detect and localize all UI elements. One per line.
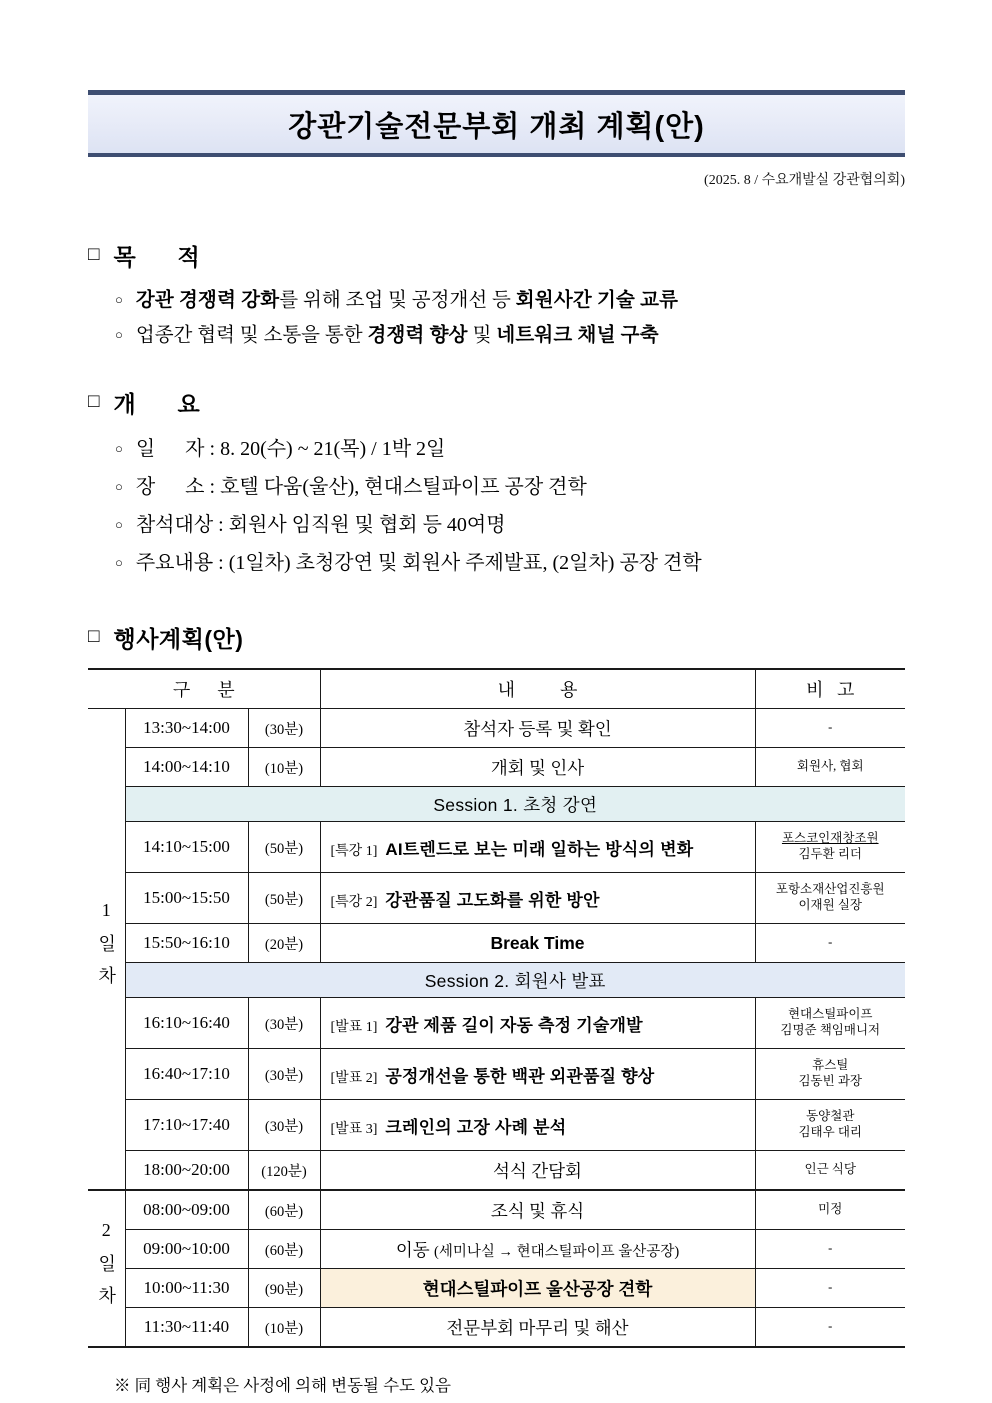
- content-cell: 개회 및 인사: [320, 748, 755, 787]
- speaker-name: 김명준 책임매니저: [780, 1023, 881, 1037]
- label-separator: :: [204, 476, 221, 498]
- time-cell: 10:00~11:30: [125, 1269, 248, 1308]
- duration-cell: (90분): [248, 1269, 320, 1308]
- section-heading-overview: [88, 386, 905, 419]
- time-cell: 09:00~10:00: [125, 1230, 248, 1269]
- overview-value: 8. 20(수) ~ 21(목) / 1박 2일: [220, 438, 446, 460]
- talk-prefix: [발표 2]: [330, 1070, 378, 1086]
- table-row: [88, 998, 905, 1049]
- talk-prefix: [특강 1]: [330, 843, 378, 859]
- time-cell: 15:50~16:10: [125, 924, 248, 963]
- duration-cell: (50분): [248, 873, 320, 924]
- duration-cell: (30분): [248, 998, 320, 1049]
- header-group: 구 분: [88, 669, 320, 709]
- square-bullet-icon: □: [88, 390, 100, 412]
- table-row: [88, 1230, 905, 1269]
- content-cell: [320, 998, 755, 1049]
- speaker-name: 이재원 실장: [798, 898, 862, 912]
- speaker-org: 포스코인재창조원: [781, 831, 879, 846]
- speaker-org: 포항소재산업진흥원: [775, 882, 885, 897]
- overview-label: 주요내용: [135, 552, 214, 574]
- note-cell: [755, 1100, 905, 1151]
- overview-item-contents: [88, 545, 905, 583]
- speaker-name: 김두환 리더: [798, 847, 862, 861]
- talk-title: 강관품질 고도화를 위한 방안: [385, 890, 600, 910]
- note-cell: [755, 822, 905, 873]
- duration-cell: (60분): [248, 1230, 320, 1269]
- note-cell: -: [755, 709, 905, 748]
- note-cell: 미정: [755, 1190, 905, 1230]
- day2-cell: 2일차: [88, 1190, 125, 1347]
- note-cell: [755, 873, 905, 924]
- section-heading-schedule: [88, 621, 905, 654]
- table-row: [88, 748, 905, 787]
- time-cell: 14:10~15:00: [125, 822, 248, 873]
- table-row: [88, 924, 905, 963]
- table-row: [88, 1308, 905, 1348]
- circle-bullet-icon: ○: [115, 327, 123, 342]
- section-title-schedule: 행사계획(안): [113, 626, 244, 652]
- overview-item-date: [88, 431, 905, 469]
- note-cell: -: [755, 924, 905, 963]
- section-title-purpose: 목 적: [113, 244, 201, 270]
- speaker-org: 현대스틸파이프: [787, 1007, 873, 1022]
- circle-bullet-icon: ○: [115, 555, 123, 570]
- label-separator: :: [213, 514, 229, 536]
- note-cell: [755, 1049, 905, 1100]
- overview-item-attendees: [88, 507, 905, 545]
- table-header-row: [88, 669, 905, 709]
- duration-cell: (120분): [248, 1151, 320, 1191]
- talk-title: 크레인의 고장 사례 분석: [385, 1117, 567, 1137]
- schedule-table: [88, 668, 905, 1348]
- label-separator: :: [213, 552, 229, 574]
- overview-label: 참석대상: [135, 514, 214, 536]
- content-cell: 석식 간담회: [320, 1151, 755, 1191]
- content-cell: 참석자 등록 및 확인: [320, 709, 755, 748]
- move-detail: (세미나실 → 현대스틸파이프 울산공장): [434, 1243, 680, 1260]
- purpose-bullet-2-text: 업종간 협력 및 소통을 통한 경쟁력 향상 및 네트워크 채널 구축: [135, 325, 659, 346]
- table-row: [88, 1100, 905, 1151]
- duration-cell: (60분): [248, 1190, 320, 1230]
- purpose-bullet-2: [88, 319, 905, 354]
- content-cell: [320, 1230, 755, 1269]
- speaker-org: 동양철관: [806, 1109, 855, 1124]
- square-bullet-icon: □: [88, 243, 100, 265]
- doc-caption: (2025. 8 / 수요개발실 강관협의회): [704, 173, 905, 188]
- page-title: 강관기술전문부회 개최 계획(안): [288, 110, 705, 143]
- label-separator: :: [204, 438, 221, 460]
- overview-label: 일 자: [135, 438, 205, 460]
- time-cell: 15:00~15:50: [125, 873, 248, 924]
- duration-cell: (30분): [248, 1100, 320, 1151]
- content-cell: 전문부회 마무리 및 해산: [320, 1308, 755, 1348]
- title-band: [88, 90, 905, 157]
- note-cell: [755, 998, 905, 1049]
- time-cell: 08:00~09:00: [125, 1190, 248, 1230]
- talk-prefix: [발표 3]: [330, 1121, 378, 1137]
- header-note: 비 고: [755, 669, 905, 709]
- session1-row: [88, 787, 905, 822]
- time-cell: 16:10~16:40: [125, 998, 248, 1049]
- session2-title: Session 2. 회원사 발표: [125, 963, 905, 998]
- session2-row: [88, 963, 905, 998]
- duration-cell: (30분): [248, 1049, 320, 1100]
- duration-cell: (20분): [248, 924, 320, 963]
- overview-item-place: [88, 469, 905, 507]
- content-cell: Break Time: [320, 924, 755, 963]
- move-text: 이동: [395, 1239, 435, 1260]
- section-heading-purpose: [88, 239, 905, 272]
- content-cell: [320, 822, 755, 873]
- table-row: [88, 709, 905, 748]
- duration-cell: (50분): [248, 822, 320, 873]
- circle-bullet-icon: ○: [115, 479, 123, 494]
- talk-title: AI트렌드로 보는 미래 일하는 방식의 변화: [385, 839, 694, 859]
- table-row: [88, 1190, 905, 1230]
- overview-value: 호텔 다움(울산), 현대스틸파이프 공장 견학: [220, 476, 587, 498]
- session1-title: Session 1. 초청 강연: [125, 787, 905, 822]
- note-cell: 인근 식당: [755, 1151, 905, 1191]
- content-cell: [320, 1049, 755, 1100]
- time-cell: 11:30~11:40: [125, 1308, 248, 1348]
- content-cell: [320, 1100, 755, 1151]
- time-cell: 18:00~20:00: [125, 1151, 248, 1191]
- time-cell: 17:10~17:40: [125, 1100, 248, 1151]
- overview-items: [88, 431, 905, 583]
- speaker-name: 김태우 대리: [798, 1125, 862, 1139]
- talk-title: 공정개선을 통한 백관 외관품질 향상: [385, 1066, 655, 1086]
- section-title-overview: 개 요: [113, 391, 201, 417]
- note-cell: -: [755, 1308, 905, 1348]
- time-cell: 14:00~14:10: [125, 748, 248, 787]
- duration-cell: (30분): [248, 709, 320, 748]
- duration-cell: (10분): [248, 1308, 320, 1348]
- table-row: [88, 1269, 905, 1308]
- content-cell: [320, 873, 755, 924]
- note-cell: 회원사, 협회: [755, 748, 905, 787]
- talk-prefix: [특강 2]: [330, 894, 378, 910]
- duration-cell: (10분): [248, 748, 320, 787]
- table-row: [88, 822, 905, 873]
- purpose-bullets: [88, 284, 905, 354]
- talk-title: 강관 제품 길이 자동 측정 기술개발: [385, 1015, 643, 1035]
- header-content: 내 용: [320, 669, 755, 709]
- note-cell: -: [755, 1230, 905, 1269]
- purpose-bullet-1-text: 강관 경쟁력 강화를 위해 조업 및 공정개선 등 회원사간 기술 교류: [135, 290, 679, 311]
- day1-cell: 1일차: [88, 709, 125, 1191]
- note-cell: -: [755, 1269, 905, 1308]
- speaker-name: 김동빈 과장: [798, 1074, 862, 1088]
- footnote: ※ 同 행사 계획은 사정에 의해 변동될 수도 있음: [114, 1376, 451, 1395]
- overview-value: 회원사 임직원 및 협회 등 40여명: [228, 514, 506, 536]
- table-row: [88, 873, 905, 924]
- content-cell: 조식 및 휴식: [320, 1190, 755, 1230]
- purpose-bullet-1: [88, 284, 905, 319]
- circle-bullet-icon: ○: [115, 441, 123, 456]
- document-content: [88, 0, 905, 1396]
- table-row: [88, 1151, 905, 1191]
- circle-bullet-icon: ○: [115, 517, 123, 532]
- time-cell: 13:30~14:00: [125, 709, 248, 748]
- speaker-org: 휴스틸: [812, 1058, 849, 1073]
- talk-prefix: [발표 1]: [330, 1019, 378, 1035]
- overview-label: 장 소: [135, 476, 205, 498]
- table-row: [88, 1049, 905, 1100]
- time-cell: 16:40~17:10: [125, 1049, 248, 1100]
- circle-bullet-icon: ○: [115, 292, 123, 307]
- overview-value: (1일차) 초청강연 및 회원사 주제발표, (2일차) 공장 견학: [228, 552, 702, 574]
- square-bullet-icon: □: [88, 625, 100, 647]
- content-cell-highlighted: 현대스틸파이프 울산공장 견학: [320, 1269, 755, 1308]
